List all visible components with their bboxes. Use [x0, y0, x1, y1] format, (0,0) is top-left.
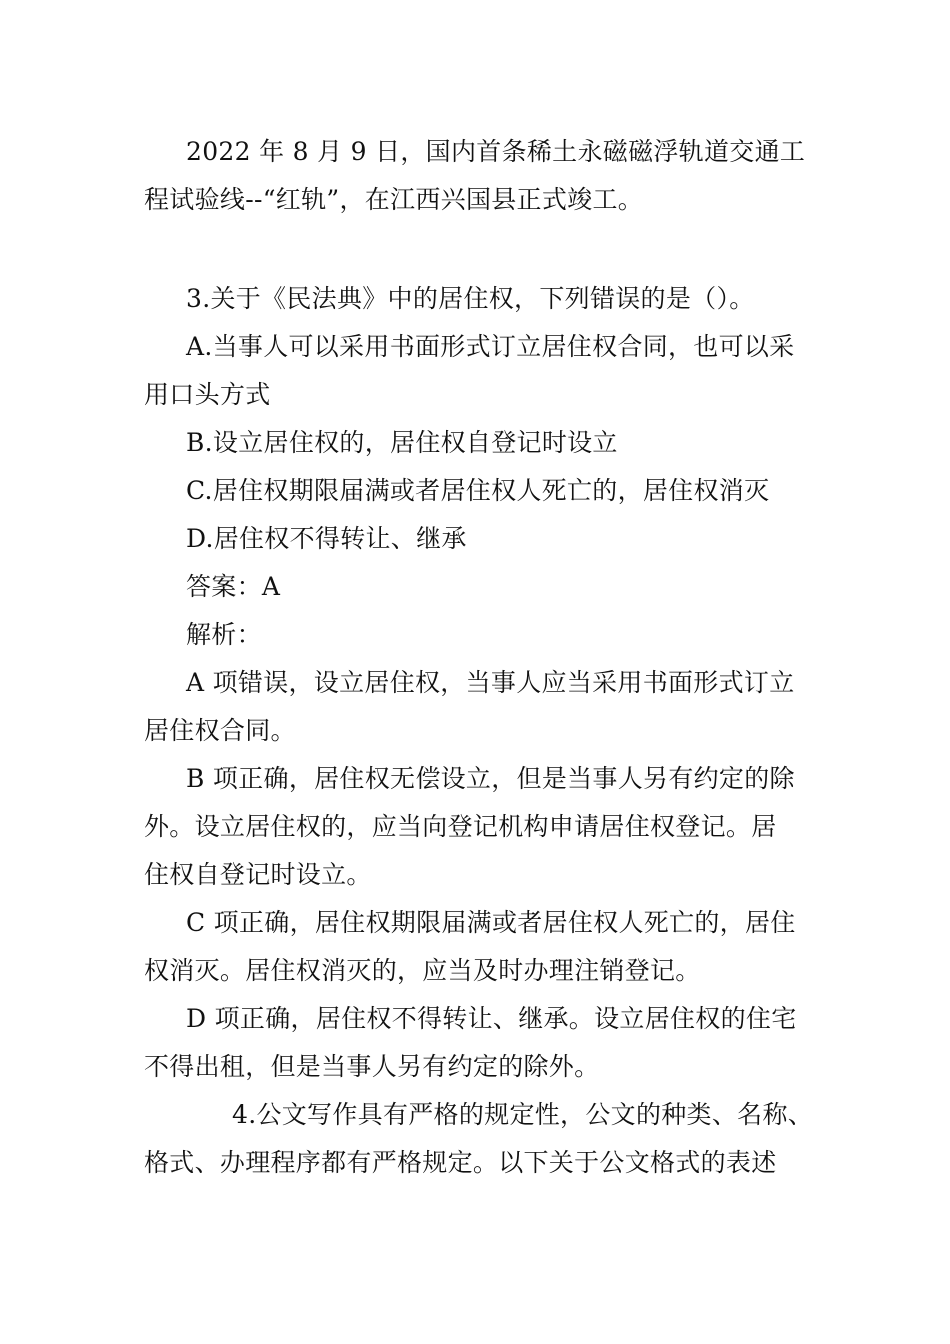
question-3 [144, 275, 814, 1187]
option-b: B.设立居住权的，居住权自登记时设立 [186, 428, 618, 457]
analysis-c-line-2: 权消灭。居住权消灭的，应当及时办理注销登记。 [144, 956, 701, 985]
option-a-line-1: A.当事人可以采用书面形式订立居住权合同，也可以采 [186, 332, 795, 361]
analysis-a-line-1: A 项错误，设立居住权，当事人应当采用书面形式订立 [186, 668, 795, 697]
question-4-line-2: 格式、办理程序都有严格规定。以下关于公文格式的表述 [144, 1148, 777, 1177]
analysis-d-line-2: 不得出租，但是当事人另有约定的除外。 [144, 1052, 600, 1081]
question-3-stem: 3.关于《民法典》中的居住权，下列错误的是（）。 [186, 284, 755, 313]
analysis-b-line-1: B 项正确，居住权无偿设立，但是当事人另有约定的除 [186, 764, 795, 793]
analysis-b-line-2: 外。设立居住权的，应当向登记机构申请居住权登记。居 [144, 812, 777, 841]
analysis-label: 解析： [186, 620, 262, 649]
intro-line-1: 2022 年 8 月 9 日，国内首条稀土永磁磁浮轨道交通工 [186, 137, 806, 166]
intro-paragraph [144, 128, 809, 224]
option-d: D.居住权不得转让、继承 [186, 524, 467, 553]
analysis-c-line-1: C 项正确，居住权期限届满或者居住权人死亡的，居住 [186, 908, 796, 937]
analysis-d-line-1: D 项正确，居住权不得转让、继承。设立居住权的住宅 [186, 1004, 797, 1033]
question-4-line-1: 4.公文写作具有严格的规定性，公文的种类、名称、 [232, 1100, 814, 1129]
analysis-a-line-2: 居住权合同。 [144, 716, 296, 745]
analysis-b-line-3: 住权自登记时设立。 [144, 860, 372, 889]
answer: 答案：A [186, 572, 281, 601]
intro-line-2: 程试验线--“红轨”，在江西兴国县正式竣工。 [144, 185, 644, 214]
option-c: C.居住权期限届满或者居住权人死亡的，居住权消灭 [186, 476, 770, 505]
option-a-line-2: 用口头方式 [144, 380, 271, 409]
